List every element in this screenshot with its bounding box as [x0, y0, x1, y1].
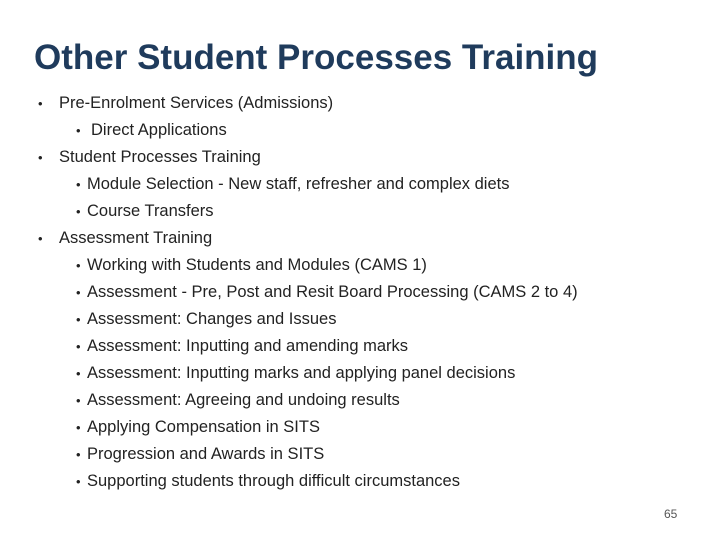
bullet-icon: • [76, 285, 81, 300]
bullet-icon: • [76, 258, 81, 273]
bullet-icon: • [38, 150, 43, 165]
bullet-icon: • [38, 96, 43, 111]
bullet-icon: • [76, 204, 81, 219]
bullet-icon: • [76, 393, 81, 408]
bullet-text: Assessment - Pre, Post and Resit Board Processing (CAMS 2 to 4) [87, 283, 578, 301]
bullet-icon: • [76, 339, 81, 354]
bullet-icon: • [76, 366, 81, 381]
bullet-icon: • [76, 123, 81, 138]
bullet-text: Module Selection - New staff, refresher and complex diets [87, 175, 510, 193]
bullet-icon: • [38, 231, 43, 246]
bullet-text: Assessment: Inputting marks and applying panel decisions [87, 364, 516, 382]
bullet-text: Assessment: Inputting and amending marks [87, 337, 409, 355]
bullet-text: Student Processes Training [59, 148, 261, 166]
bullet-text: Working with Students and Modules (CAMS 1) [87, 256, 427, 274]
slide-title: Other Student Processes Training [34, 38, 599, 77]
bullet-text: Progression and Awards in SITS [87, 445, 325, 463]
bullet-text: Assessment Training [59, 229, 213, 247]
page-number: 65 [664, 507, 678, 521]
bullet-text: Assessment: Agreeing and undoing results [87, 391, 400, 409]
bullet-text: Applying Compensation in SITS [87, 418, 320, 436]
bullet-icon: • [76, 177, 81, 192]
bullet-icon: • [76, 420, 81, 435]
bullet-text: Direct Applications [91, 121, 227, 139]
bullet-text: Supporting students through difficult circumstances [87, 472, 460, 490]
bullet-icon: • [76, 474, 81, 489]
bullet-text: Pre-Enrolment Services (Admissions) [59, 94, 334, 112]
bullet-icon: • [76, 447, 81, 462]
bullet-text: Course Transfers [87, 202, 214, 220]
bullet-text: Assessment: Changes and Issues [87, 310, 337, 328]
bullet-icon: • [76, 312, 81, 327]
